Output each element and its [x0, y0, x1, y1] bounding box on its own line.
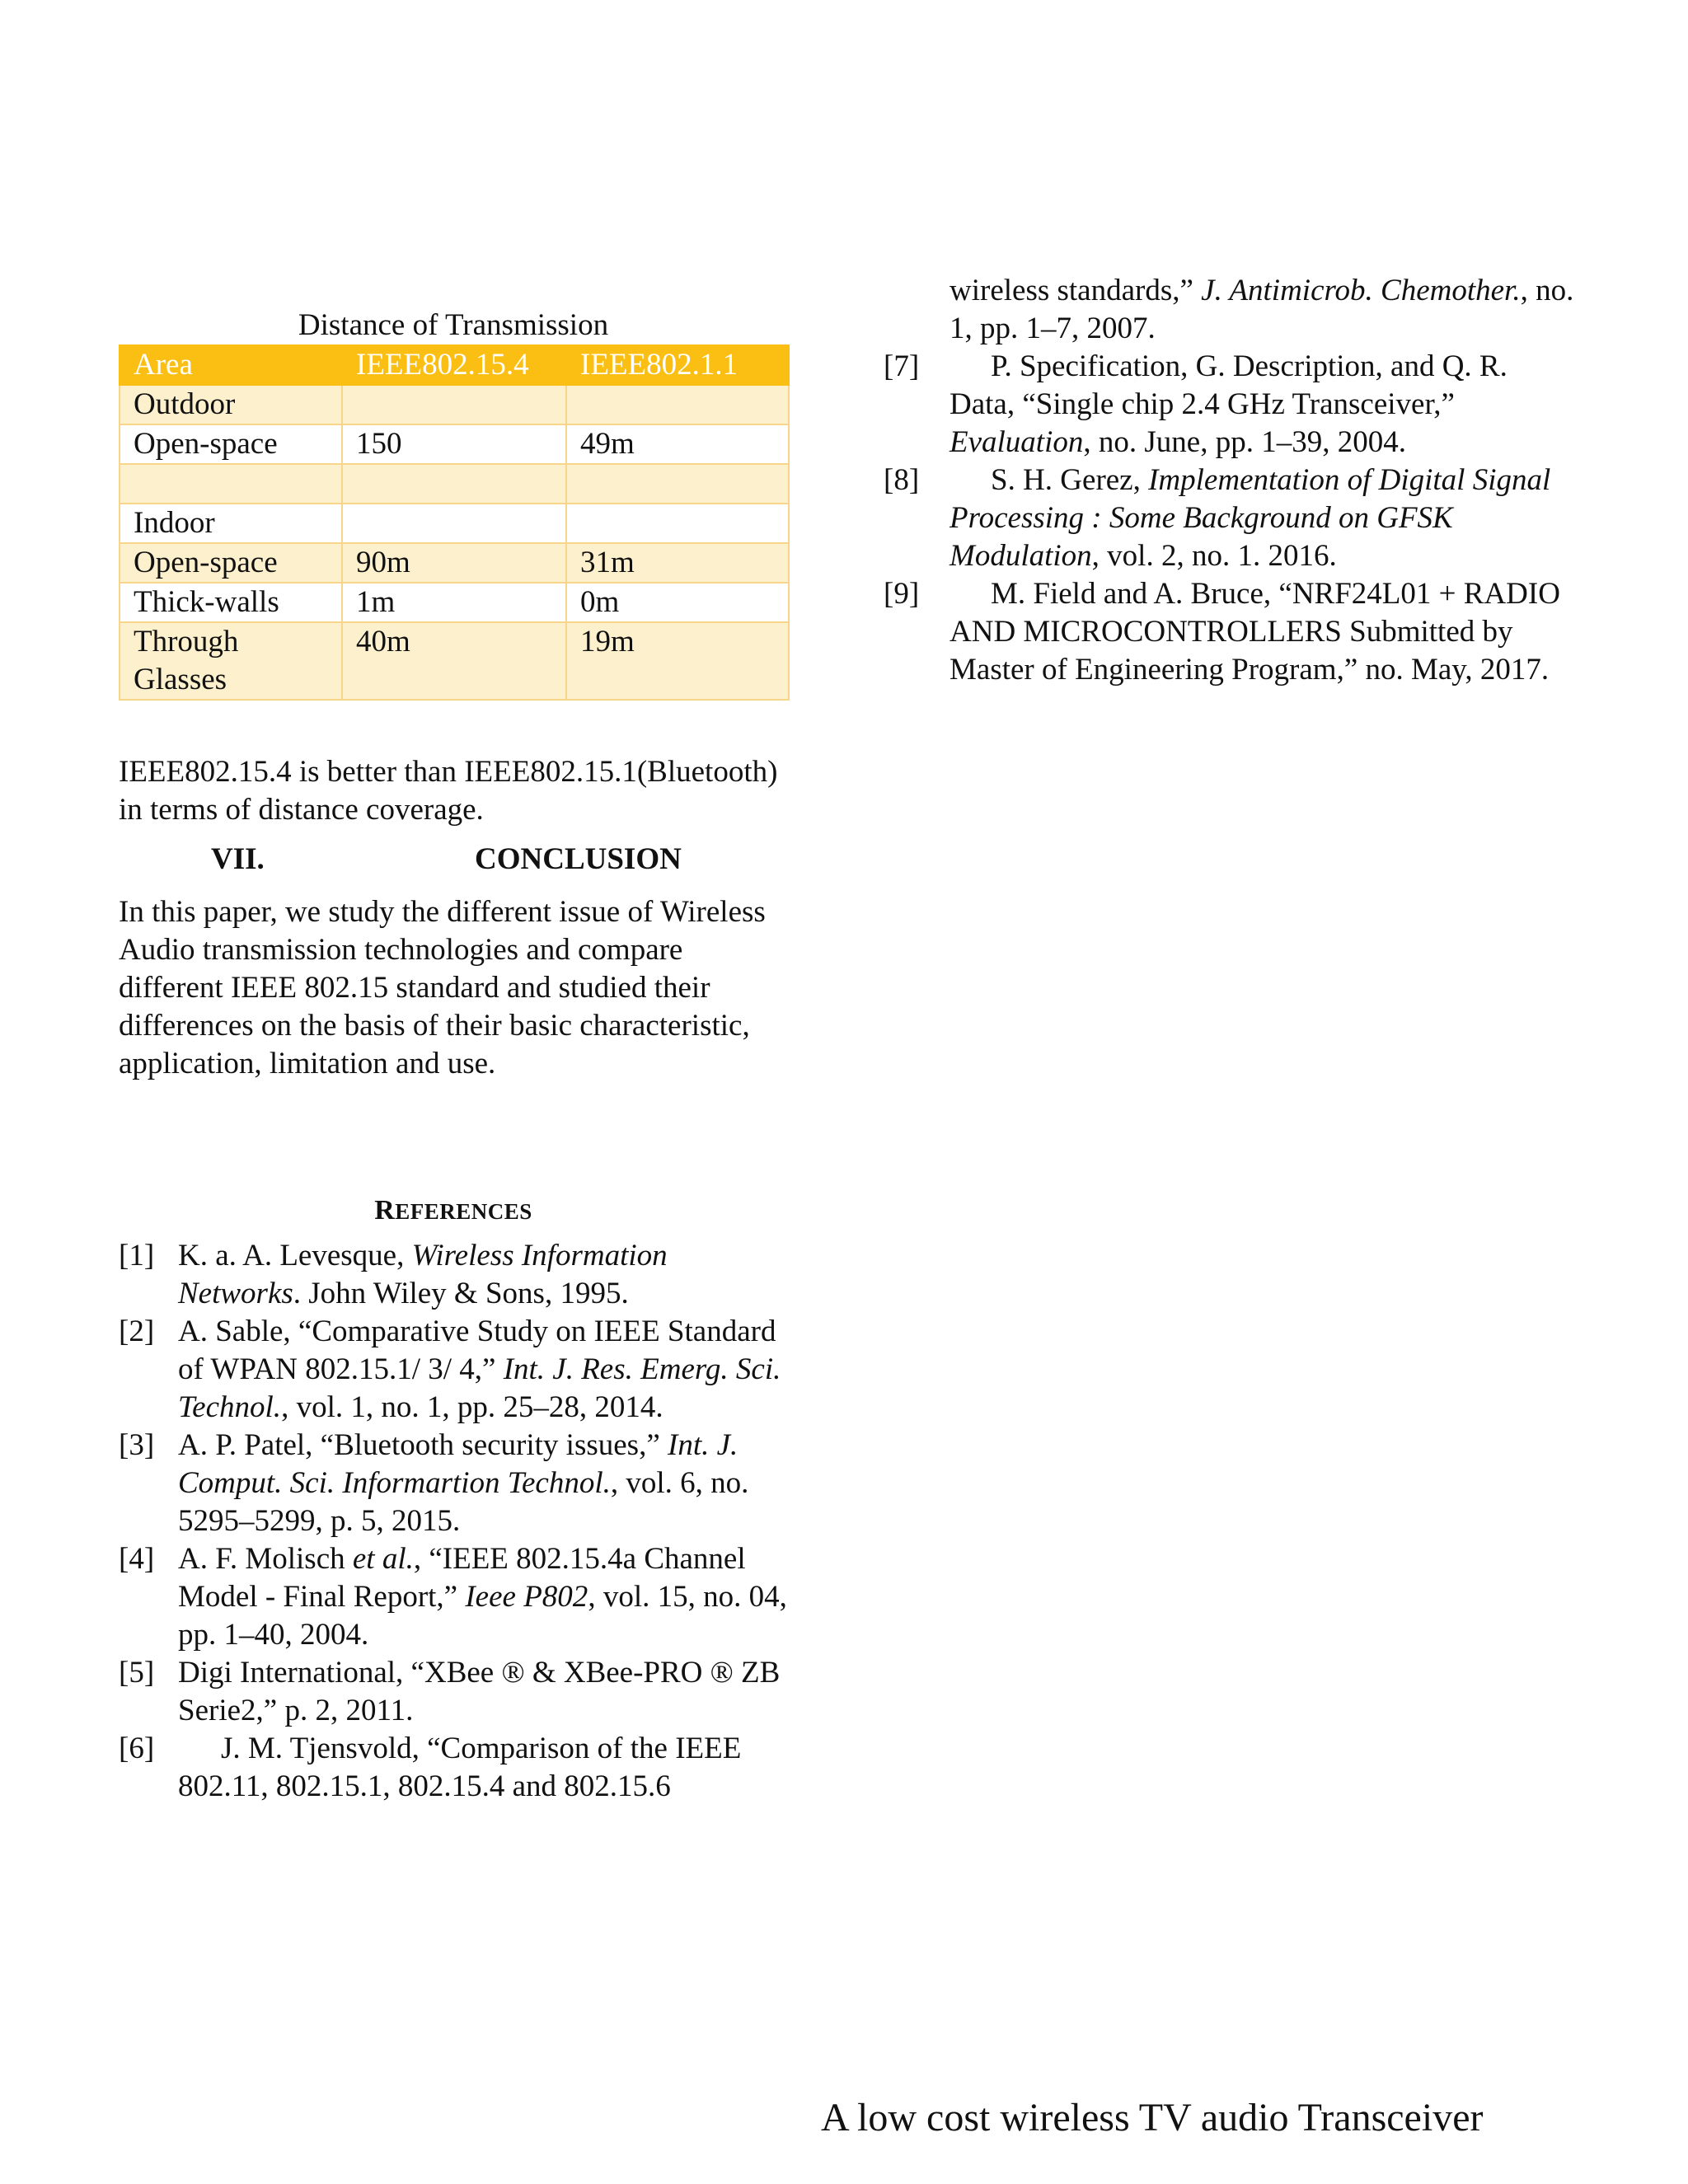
section-heading	[119, 841, 788, 879]
reference-text: P. Specification, G. Description, and Q. R. Data, “Single chip 2.4 GHz Transceiver,”	[950, 349, 1507, 421]
reference-text: , no. 1, pp. 1–7, 2007.	[950, 274, 1574, 345]
reference-journal: Int. J. Comput. Sci. Informartion Technol.	[178, 1428, 738, 1500]
table-cell: 19m	[566, 622, 789, 700]
table-cell: 49m	[566, 424, 789, 464]
references-heading	[119, 1192, 788, 1230]
table-row	[120, 583, 789, 622]
table-cell: Indoor	[120, 504, 342, 543]
reference-text: S. H. Gerez,	[991, 463, 1149, 497]
reference-title: Wireless Information Networks	[178, 1239, 668, 1310]
references-heading-initial: R	[374, 1195, 396, 1226]
table-header-row	[120, 345, 789, 385]
references-heading-rest: EFERENCES	[395, 1199, 532, 1224]
table-cell: 150	[342, 424, 566, 464]
table-row	[120, 385, 789, 424]
reference-item	[884, 575, 1576, 689]
reference-text: A. Sable, “Comparative Study on IEEE Standard of WPAN 802.15.1/ 3/ 4,”	[178, 1315, 776, 1386]
section-number: VII.	[211, 842, 265, 876]
table-cell	[566, 504, 789, 543]
table-cell: 40m	[342, 622, 566, 700]
reference-item	[119, 1540, 788, 1654]
section-title: CONCLUSION	[475, 842, 682, 876]
reference-number: [3]	[119, 1428, 155, 1462]
reference-text: , vol. 2, no. 1. 2016.	[1091, 539, 1337, 573]
reference-text: A. F. Molisch	[178, 1542, 353, 1576]
reference-item	[119, 1313, 788, 1427]
reference-number: [9]	[884, 577, 920, 611]
reference-number: [6]	[119, 1732, 155, 1765]
reference-number: [8]	[884, 463, 920, 497]
reference-text: A. P. Patel, “Bluetooth security issues,”	[178, 1428, 668, 1462]
table-cell: 31m	[566, 543, 789, 583]
table-header-cell: Area	[120, 345, 342, 385]
running-footer-title: A low cost wireless TV audio Transceiver	[821, 2096, 1484, 2139]
reference-item	[119, 1654, 788, 1730]
table-cell: Open-space	[120, 424, 342, 464]
table-caption: Distance of Transmission	[298, 308, 609, 342]
table-cell: Through Glasses	[120, 622, 342, 700]
reference-text: , no. June, pp. 1–39, 2004.	[1083, 425, 1406, 459]
table-cell: Outdoor	[120, 385, 342, 424]
reference-text: , “IEEE 802.15.4a Channel Model - Final Report,”	[178, 1542, 746, 1614]
reference-continuation	[884, 272, 1576, 348]
reference-journal: Int. J. Res. Emerg. Sci. Technol.	[178, 1352, 781, 1424]
table-row	[120, 424, 789, 464]
reference-text: wireless standards,”	[950, 274, 1202, 307]
table-header-cell: IEEE802.1.1	[566, 345, 789, 385]
table-cell: 90m	[342, 543, 566, 583]
reference-number: [4]	[119, 1542, 155, 1576]
reference-text: , vol. 6, no. 5295–5299, p. 5, 2015.	[178, 1466, 749, 1538]
reference-title: Implementation of Digital Signal Processing : Some Background on GFSK Modulation	[950, 463, 1551, 573]
reference-text: K. a. A. Levesque,	[178, 1239, 412, 1272]
reference-text: J. M. Tjensvold, “Comparison of the IEEE 802.11, 802.15.1, 802.15.4 and 802.15.6	[178, 1732, 742, 1803]
comparison-paragraph: IEEE802.15.4 is better than IEEE802.15.1(Bluetooth) in terms of distance coverage.	[119, 755, 778, 827]
table-cell	[566, 385, 789, 424]
table-cell: Open-space	[120, 543, 342, 583]
table-header-cell: IEEE802.15.4	[342, 345, 566, 385]
reference-number: [1]	[119, 1239, 155, 1272]
distance-table	[119, 344, 790, 701]
reference-journal: J. Antimicrob. Chemother.	[1201, 274, 1521, 307]
reference-journal: Evaluation	[950, 425, 1084, 459]
table-cell	[342, 385, 566, 424]
reference-journal: Ieee P802	[465, 1580, 588, 1614]
table-cell	[342, 504, 566, 543]
table-cell	[342, 464, 566, 504]
table-cell	[120, 464, 342, 504]
reference-number: [7]	[884, 349, 920, 383]
reference-item	[119, 1237, 788, 1313]
reference-item	[119, 1427, 788, 1540]
table-cell: 0m	[566, 583, 789, 622]
reference-number: [5]	[119, 1656, 155, 1690]
reference-item	[884, 462, 1576, 575]
reference-text: , vol. 1, no. 1, pp. 25–28, 2014.	[281, 1390, 663, 1424]
table-row	[120, 622, 789, 700]
right-column	[884, 272, 1576, 689]
reference-text: . John Wiley & Sons, 1995.	[293, 1277, 629, 1310]
reference-text: Digi International, “XBee ® & XBee-PRO ® ZB Serie2,” p. 2, 2011.	[178, 1656, 781, 1727]
reference-text: M. Field and A. Bruce, “NRF24L01 + RADIO AND MICROCONTROLLERS Submitted by Master of Engineering Program,” no. May, 2017.	[950, 577, 1560, 687]
table-row	[120, 464, 789, 504]
reference-item	[119, 1730, 788, 1806]
table-cell	[566, 464, 789, 504]
table-cell: Thick-walls	[120, 583, 342, 622]
reference-number: [2]	[119, 1315, 155, 1348]
reference-italic: et al.	[352, 1542, 414, 1576]
conclusion-paragraph: In this paper, we study the different issue of Wireless Audio transmission technologies and compare different IEEE 802.15 standard and studied their differences on the basis of their basic characteristic, application, limitation and use.	[119, 895, 766, 1080]
table-row	[120, 504, 789, 543]
left-column	[119, 307, 788, 1806]
reference-item	[884, 348, 1576, 462]
table-cell: 1m	[342, 583, 566, 622]
reference-text: , vol. 15, no. 04, pp. 1–40, 2004.	[178, 1580, 787, 1652]
reference-list	[119, 1237, 788, 1806]
table-row	[120, 543, 789, 583]
